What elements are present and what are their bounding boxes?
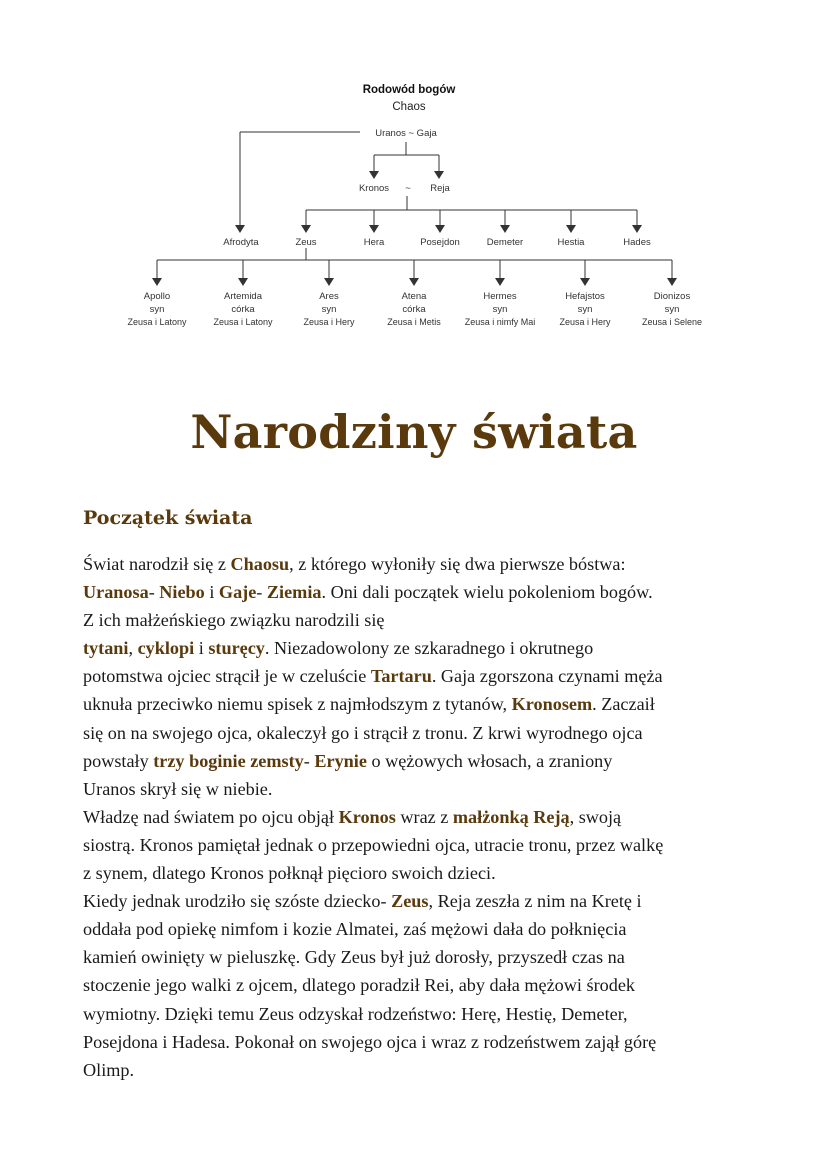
tree-node-hera: Hera [363, 237, 385, 248]
text-run: - [148, 582, 160, 603]
bold-term: cyklopi [137, 638, 195, 659]
text-line [83, 775, 763, 803]
bold-term: tytani [83, 638, 129, 659]
text-run: - [303, 750, 315, 771]
text-line [83, 1028, 763, 1056]
text-line [83, 747, 763, 775]
tree-leaf-parents: Zeusa i Metis [387, 317, 441, 327]
text-line [83, 719, 763, 747]
text-run: , swoją [569, 806, 622, 827]
text-run: i [194, 638, 209, 659]
tree-leaf-parents: Zeusa i Hery [559, 317, 611, 327]
text-line [83, 1056, 763, 1084]
tree-connectors [152, 132, 677, 286]
tree-leaf-parents: Zeusa i Latony [127, 317, 187, 327]
tree-node-tilde: ~ [405, 183, 411, 194]
tree-leaf-name: Ares [319, 291, 339, 302]
bold-term: Chaosu [230, 554, 290, 574]
tree-node-posejdon: Posejdon [420, 237, 460, 248]
tree-leaf-relation: syn [664, 304, 680, 315]
tree-node-afrodyta: Afrodyta [223, 237, 259, 248]
text-run: wraz z [395, 806, 453, 827]
text-line [83, 971, 763, 999]
tree-leaf-name: Hefajstos [565, 291, 605, 302]
text-run: Z ich małżeńskiego związku narodzili się [83, 610, 385, 631]
text-run: się on na swojego ojca, okaleczył go i strącił z tronu. Z krwi wyrodnego ojca [83, 722, 643, 743]
text-run: . Zaczaił [592, 694, 655, 715]
bold-term: sturęcy [208, 638, 265, 659]
tree-node-uranos-gaja: Uranos ~ Gaja [375, 128, 437, 139]
tree-node-demeter: Demeter [486, 237, 524, 248]
text-run: powstały [83, 750, 154, 771]
text-run: , z którego wyłoniły się dwa pierwsze bóstwa: [289, 554, 626, 574]
tree-node-hades: Hades [623, 237, 651, 248]
text-line [83, 831, 763, 859]
text-run: Władzę nad światem po ojcu objął [83, 806, 339, 827]
text-line [83, 887, 763, 915]
tree-leaf-relation: syn [149, 304, 165, 315]
text-run: o wężowych włosach, a zraniony [366, 750, 613, 771]
bold-term: Erynie [314, 750, 367, 771]
text-run: stoczenie jego walki z ojcem, dlatego poradził Rei, aby dała mężowi środek [83, 975, 635, 996]
tree-node-kronos: Kronos [358, 183, 390, 194]
text-run: Uranos skrył się w niebie. [83, 778, 273, 799]
text-run: - [256, 582, 267, 603]
text-line [83, 1000, 763, 1028]
body-text [83, 550, 763, 1084]
text-line [83, 550, 763, 578]
text-run: wymiotny. Dzięki temu Zeus odzyskał rodzeństwo: Herę, Hestię, Demeter, [83, 1003, 628, 1024]
bold-term: małżonką Reją [452, 806, 570, 827]
bold-term: Uranosa [83, 582, 149, 603]
tree-leaf-parents: Zeusa i Latony [213, 317, 273, 327]
bold-term: Niebo [159, 582, 205, 603]
tree-leaf-name: Dionizos [653, 291, 691, 302]
text-run: Posejdona i Hadesa. Pokonał on swojego ojca i wraz z rodzeństwem zajął górę [83, 1031, 657, 1052]
text-run: oddała pod opiekę nimfom i kozie Almatei, zaś mężowi dała do połknięcia [83, 919, 627, 940]
tree-leaf-relation: syn [321, 304, 337, 315]
tree-root-chaos: Chaos [392, 101, 426, 113]
text-run: z synem, dlatego Kronos połknął pięcioro swoich dzieci. [83, 863, 496, 884]
tree-title: Rodowód bogów [362, 84, 456, 96]
family-tree-diagram [0, 0, 828, 340]
tree-leaf-name: Hermes [483, 291, 517, 302]
text-run: . Oni dali początek wielu pokoleniom bogów. [321, 582, 653, 603]
tree-leaf-name: Artemida [223, 291, 263, 302]
tree-leaf-parents: Zeusa i Selene [641, 317, 703, 327]
text-line [83, 915, 763, 943]
text-run: . Niezadowolony ze szkaradnego i okrutnego [264, 638, 594, 659]
tree-leaf-name: Atena [401, 291, 427, 302]
bold-term: Tartaru [370, 666, 432, 687]
tree-leaf-parents: Zeusa i Hery [303, 317, 355, 327]
text-run: , [128, 638, 138, 659]
section-heading: Początek świata [83, 507, 253, 529]
text-line [83, 606, 763, 634]
text-run: i [204, 582, 219, 603]
text-line [83, 662, 763, 690]
tree-node-hestia: Hestia [557, 237, 585, 248]
bold-term: Kronos [338, 806, 396, 827]
tree-leaf-relation: córka [402, 304, 426, 315]
tree-node-zeus: Zeus [295, 237, 317, 248]
bold-term: Ziemia [266, 582, 322, 603]
tree-leaf-name: Apollo [143, 291, 171, 302]
text-run: Olimp. [83, 1059, 135, 1080]
bold-term: Kronosem [511, 694, 593, 715]
text-line [83, 943, 763, 971]
tree-node-reja: Reja [430, 183, 450, 194]
bold-term: Zeus [391, 891, 429, 912]
text-line [83, 578, 763, 606]
text-run: siostrą. Kronos pamiętał jednak o przepowiedni ojca, utracie tronu, przez walkę [83, 834, 664, 855]
text-run: Świat narodził się z [83, 554, 231, 574]
text-run: potomstwa ojciec strącił je w czeluście [83, 666, 371, 687]
text-line [83, 803, 763, 831]
text-run: . Gaja zgorszona czynami męża [431, 666, 663, 687]
page-title: Narodziny świata [190, 405, 638, 459]
text-line [83, 859, 763, 887]
bold-term: Gaje [218, 582, 257, 603]
text-line [83, 634, 763, 662]
bold-term: trzy boginie zemsty [153, 750, 304, 771]
text-run: , Reja zeszła z nim na Kretę i [428, 891, 642, 912]
text-run: Kiedy jednak urodziło się szóste dziecko- [83, 891, 392, 912]
tree-leaf-relation: syn [577, 304, 593, 315]
text-run: kamień owinięty w pieluszkę. Gdy Zeus był już dorosły, przyszedł czas na [83, 947, 625, 968]
tree-leaf-relation: syn [492, 304, 508, 315]
text-run: uknuła przeciwko niemu spisek z najmłodszym z tytanów, [83, 694, 512, 715]
tree-leaf-relation: córka [231, 304, 255, 315]
tree-leaf-parents: Zeusa i nimfy Mai [464, 317, 536, 327]
text-line [83, 690, 763, 718]
